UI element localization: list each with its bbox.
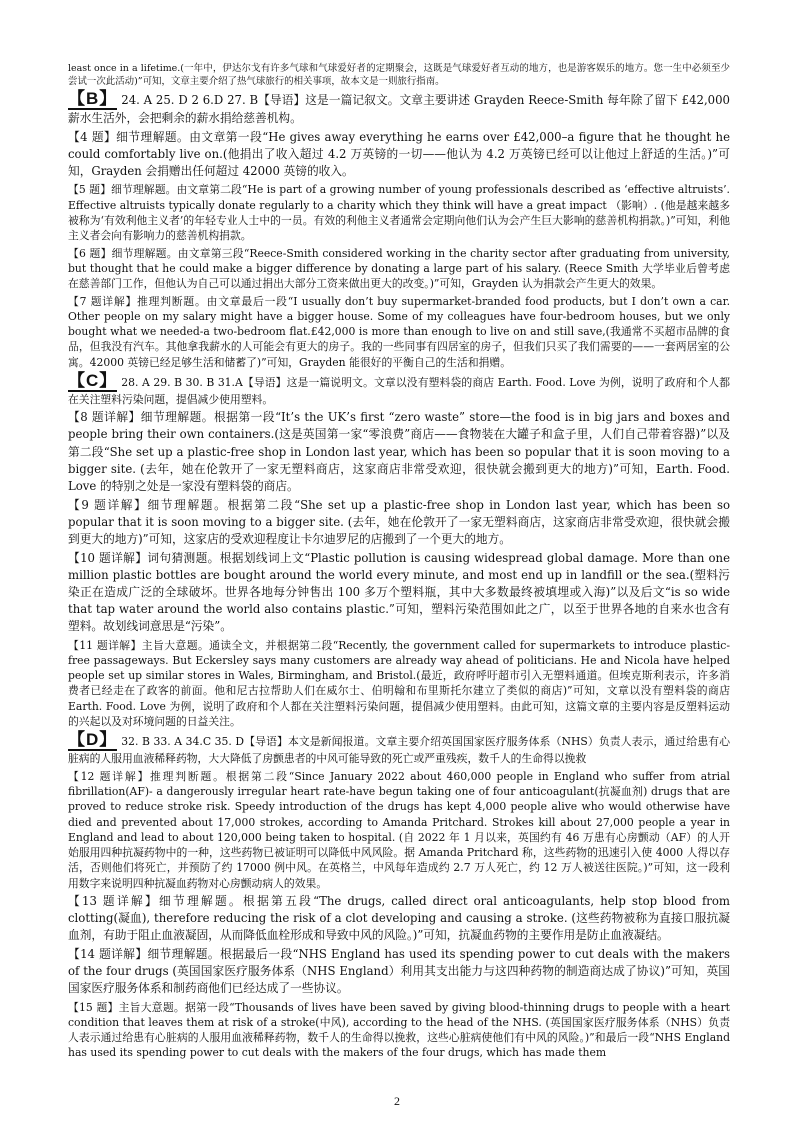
section-c-mark: 【C】 — [68, 371, 118, 391]
question-12-explanation: 【12 题详解】推理判断题。根据第二段“Since January 2022 about 460,000 people in England who suffer from atrial fibrillation(AF)- a dangerously irregular heart rate-have begun taking one of four anticoagulant(抗凝血剂) drugs that are proved to reduce stroke risk. Speedy introduction of the drugs has kept 4,000 people alive who would otherwise have died and prevented about 17,000 strokes, according to Amanda Pritchard. Strokes kill about 27,000 people a year in England and lead to about 120,000 being taken to hospital. (自 2022 年 1 月以来，英国约有 46 万患有心房颤动（AF）的人开始服用四种抗凝药物中的一种，这些药物已被证明可以降低中风风险。据 Amanda Pritchard 称，这些药物的迅速引入使 4000 人得以存活，否则他们将死亡，并预防了约 17000 例中风。在英格兰，中风每年造成约 2.7 万人死亡，约 12 万人被送往医院。)”可知，这一段利用数字来说明四种抗凝血药物对心房颤动病人的效果。 — [68, 769, 730, 890]
question-8-explanation: 【8 题详解】细节理解题。根据第一段“It’s the UK’s first “zero waste” store—the food is in big jars and boxes and people bring their own containers.(这是英国第一家“零浪费”商店——食物装在大罐子和盒子里，人们自己带着容器)”以及第二段“She set up a plastic-free shop in London last year, which has been so popular that it is soon moving to a bigger site. (去年，她在伦敦开了一家无塑料商店，这家商店非常受欢迎，很快就会搬到更大的地方)”可知，Earth. Food. Love 的特别之处是一家没有塑料袋的商店。 — [68, 410, 730, 493]
question-15-explanation: 【15 题】主旨大意题。据第一段“Thousands of lives have been saved by giving blood-thinning drugs to people with a heart condition that leaves them at risk of a stroke(中风), according to the head of the NHS. (英国国家医疗服务体系（NHS）负责人表示通过给患有心脏病的人服用血液稀释药物，数千人的生命得以挽救，这些心脏病使他们有中风的风险。)”和最后一段“NHS England has used its spending power to cut deals with the makers of the four drugs, which has made them — [68, 1000, 730, 1060]
page-number: 2 — [394, 1094, 400, 1108]
section-b-mark: 【B】 — [68, 89, 118, 109]
section-b-header: 【B】 24. A 25. D 2 6.D 27. B【导语】这是一篇记叙文。文章主要讲述 Grayden Reece-Smith 每年除了留下 £42,000 薪水生活外，会把剩余的薪水捐给慈善机构。 — [68, 89, 730, 126]
question-14-explanation: 【14 题详解】细节理解题。根据最后一段“NHS England has used its spending power to cut deals with the makers of the four drugs (英国国家医疗服务体系（NHS England）利用其支出能力与这四种药物的制造商达成了协议)”可知，英国国家医疗服务体系和制药商他们已经达成了一些协议。 — [68, 947, 730, 996]
question-7-explanation: 【7 题详解】推理判断题。由文章最后一段“I usually don’t buy supermarket-branded food products, but I don’t own a car. Other people on my salary might have a bigger house. Some of my colleagues have four-bedroom houses, but we only bought what we needed-a two-bedroom flat.£42,000 is more than enough to live on and still save,(我通常不买超市品牌的食品，但我没有汽车。其他拿我薪水的人可能会有更大的房子。我的一些同事有四居室的房子，但我们只买了我们需要的——一套两居室的公寓。42000 英镑已经足够生活和储蓄了)”可知，Grayden 能很好的平衡自己的生活和捐赠。 — [68, 294, 730, 369]
question-10-explanation: 【10 题详解】词句猜测题。根据划线词上文“Plastic pollution is causing widespread global damage. More than one million plastic bottles are bought around the world every minute, and most end up in landfill or the sea.(塑料污染正在造成广泛的全球破坏。世界各地每分钟售出 100 多万个塑料瓶，其中大多数最终被填埋或入海)”以及后文“is so wide that tap water around the world also contains plastic.”可知，塑料污染范围如此之广，以至于世界各地的自来水也含有塑料。故划线词意思是“污染”。 — [68, 551, 730, 634]
section-d-header: 【D】 32. B 33. A 34.C 35. D【导语】本文是新闻报道。文章主要介绍英国国家医疗服务体系（NHS）负责人表示，通过给患有心脏病的人服用血液稀释药物，大大降低了房颤患者的中风可能导致的死亡或严重残疾，数千人的生命得以挽救 — [68, 730, 730, 766]
answer-key-page — [68, 62, 730, 1063]
paragraph-intro-tail: least once in a lifetime.(一年中，伊达尔戈有许多气球和气球爱好者的定期聚会，这既是气球爱好者互动的地方，也是游客娱乐的地方。您一生中必须至少尝试一次此活动)”可知，文章主要介绍了热气球旅行的相关事项，故本文是一则旅行指南。 — [68, 63, 730, 88]
question-5-explanation: 【5 题】细节理解题。由文章第二段“He is part of a growing number of young professionals described as ‘effective altruists’. Effective altruists typically donate regularly to a charity which they think will have a great impact （影响）. (他是越来越多被称为‘有效利他主义者’的年轻专业人士中的一员。有效的利他主义者通常会定期向他们认为会产生巨大影响的慈善机构捐款。)”可知，利他主义者会向有影响力的慈善机构捐款。 — [68, 183, 730, 243]
question-9-explanation: 【9 题详解】细节理解题。根据第二段“She set up a plastic-free shop in London last year, which has been so popular that it is soon moving to a bigger site. (去年，她在伦敦开了一家无塑料商店，这家商店非常受欢迎，很快就会搬到更大的地方)”可知，这家店的受欢迎程度让卡尔迪罗尼的店搬到了一个更大的地方。 — [68, 497, 730, 546]
section-c-header: 【C】 28. A 29. B 30. B 31.A【导语】这是一篇说明文。文章以没有塑料袋的商店 Earth. Food. Love 为例，说明了政府和个人都在关注塑料污染问题，提倡减少使用塑料。 — [68, 371, 730, 407]
question-11-explanation: 【11 题详解】主旨大意题。通读全文，并根据第二段“Recently, the government called for supermarkets to introduce plastic-free passageways. But Eckersley says many customers are already way ahead of politicians. He and Nicola have helped people set up similar stores in Wales, Birmingham, and Bristol.(最近，政府呼吁超市引入无塑料通道。但埃克斯利表示，许多消费者已经走在了政客的前面。他和尼古拉帮助人们在威尔士、伯明翰和布里斯托尔建立了类似的商店)”可知，文章以没有塑料袋的商店 Earth. Food. Love 为例，说明了政府和个人都在关注塑料污染问题，提倡减少使用塑料。由此可知，这篇文章的主要内容是反塑料运动的兴起以及对环境问题的日益关注。 — [68, 638, 730, 729]
question-13-explanation: 【13 题详解】细节理解题。根据第五段“The drugs, called direct oral anticoagulants, help stop blood from clotting(凝血), therefore reducing the risk of a clot developing and causing a stroke. (这些药物被称为直接口服抗凝血剂，有助于阻止血液凝固，从而降低血栓形成和导致中风的风险。)”可知，抗凝血药物的主要作用是防止血液凝结。 — [68, 894, 730, 943]
question-4-explanation: 【4 题】细节理解题。由文章第一段“He gives away everything he earns over £42,000–a figure that he thought he could comfortably live on.(他捐出了收入超过 4.2 万英镑的一切——他认为 4.2 万英镑已经可以让他过上舒适的生活。)”可知，Grayden 会捐赠出任何超过 42000 英镑的收入。 — [68, 130, 730, 179]
question-6-explanation: 【6 题】细节理解题。由文章第三段“Reece-Smith considered working in the charity sector after graduating from university, but thought that he could make a bigger difference by donating a large part of his salary. (Reece Smith 大学毕业后曾考虑在慈善部门工作，但他认为自己可以通过捐出大部分工资来做出更大的改变。)”可知，Grayden 认为捐款会产生更大的效果。 — [68, 246, 730, 291]
section-d-mark: 【D】 — [68, 730, 118, 750]
